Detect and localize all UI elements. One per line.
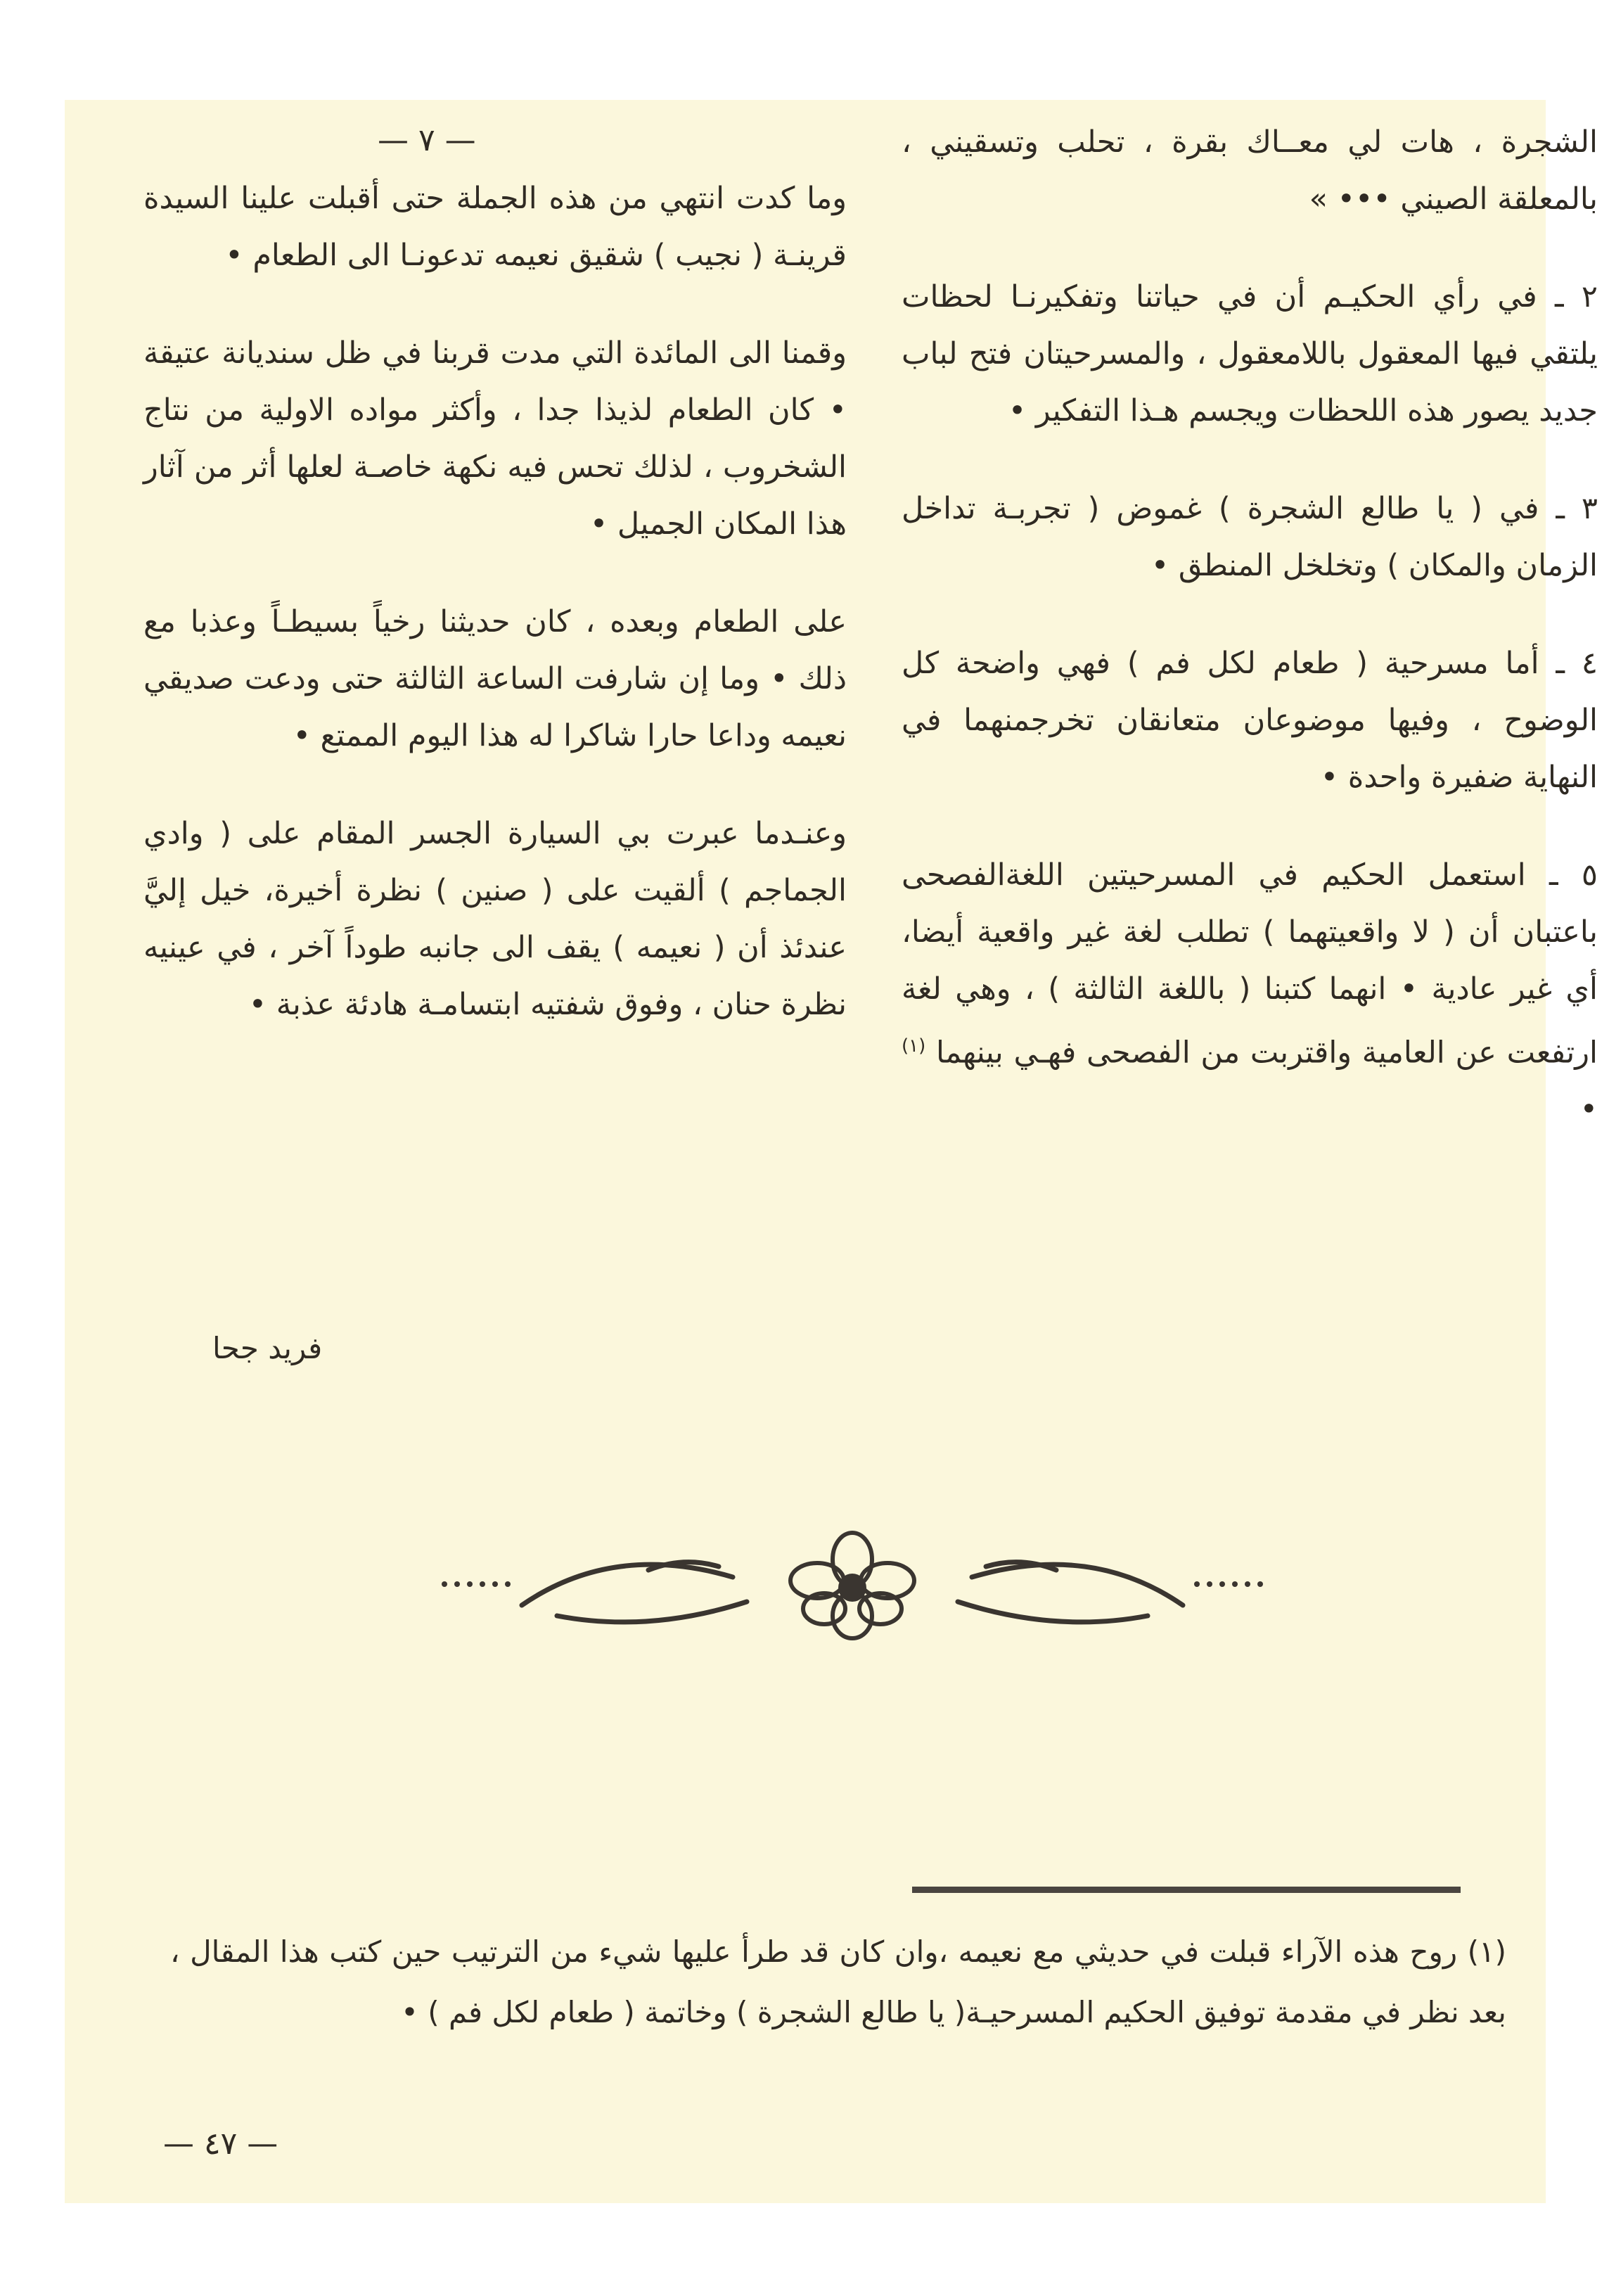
paragraph-point-2: ٢ ـ في رأي الحكيـم أن في حياتنا وتفكيرنـا لحظات يلتقي فيها المعقول باللامعقول ، والمسرحيتان فتح لباب جديد يصور هذه اللحظات ويجسم هـذا التفكير • — [902, 279, 1598, 428]
paragraph-left-1: وما كدت انتهي من هذه الجملة حتى أقبلت علينا السيدة قرينـة ( نجيب ) شقيق نعيمه تدعونـا الى الطعام • — [143, 181, 847, 273]
paragraph-point-3: ٣ ـ في ( يا طالع الشجرة ) غموض ( تجربـة تداخل الزمان والمكان ) وتخلخل المنطق • — [902, 491, 1598, 583]
footnote — [170, 1922, 1506, 2043]
page-marker: — ٧ — — [378, 122, 476, 158]
left-column — [143, 114, 847, 1033]
right-column — [902, 114, 1598, 1138]
footnote-divider — [912, 1887, 1461, 1893]
footnote-reference: (١) — [902, 1035, 926, 1057]
paragraph-point-5 — [902, 847, 1598, 1138]
author-signature: فريد جحا — [212, 1331, 323, 1365]
paragraph-point-4: ٤ ـ أما مسرحية ( طعام لكل فم ) فهي واضحة كل الوضوح ، وفيها موضوعان متعانقان تخرجمنهما في النهاية ضفيرة واحدة • — [902, 646, 1598, 795]
page-number: — ٤٧ — — [163, 2126, 278, 2162]
footnote-text: (١) روح هذه الآراء قبلت في حديثي مع نعيمه ،وان كان قد طرأ عليها شيء من الترتيب حين كتب هذا المقال ، بعد نظر في مقدمة توفيق الحكيم المسرحيـة( يا طالع الشجرة ) وخاتمة ( طعام لكل فم ) • — [170, 1934, 1506, 2029]
floral-ornament — [437, 1528, 1267, 1640]
point-5-end: • — [1579, 1092, 1598, 1128]
page — [65, 100, 1598, 2203]
paragraph-left-2: وقمنا الى المائدة التي مدت قربنا في ظل سنديانة عتيقة • كان الطعام لذيذا جدا ، وأكثر مواده الاولية من نتاج الشخروب ، لذلك تحس فيه نكهة خاصـة لعلها أثر من آثار هذا المكان الجميل • — [143, 336, 847, 542]
paragraph-left-4: وعنـدما عبرت بي السيارة الجسر المقام على ( وادي الجماجم ) ألقيت على ( صنين ) نظرة أخيرة، خيل إليَّ عندئذ أن ( نعيمه ) يقف الى جانبه طوداً آخر ، في عينيه نظرة حنان ، وفوق شفتيه ابتسامـة هادئة عذبة • — [143, 816, 847, 1022]
paragraph-left-3: على الطعام وبعده ، كان حديثنا رخياً بسيطـاً وعذبا مع ذلك • وما إن شارفت الساعة الثالثة حتى ودعت صديقي نعيمه وداعا حارا شاكرا له هذا اليوم الممتع • — [143, 604, 847, 753]
point-5-text: ٥ ـ استعمل الحكيم في المسرحيتين اللغةالفصحى باعتبان أن ( لا واقعيتهما ) تطلب لغة غير واقعية أيضا، أي غير عادية • انهما كتبنا ( باللغة الثالثة ) ، وهي لغة ارتفعت عن العامية واقتربت من الفصحى فهـي بينهما — [902, 857, 1598, 1071]
paragraph-continuation: الشجرة ، هات لي معــاك بقرة ، تحلب وتسقيني ، بالمعلقة الصيني ••• » — [902, 125, 1598, 217]
